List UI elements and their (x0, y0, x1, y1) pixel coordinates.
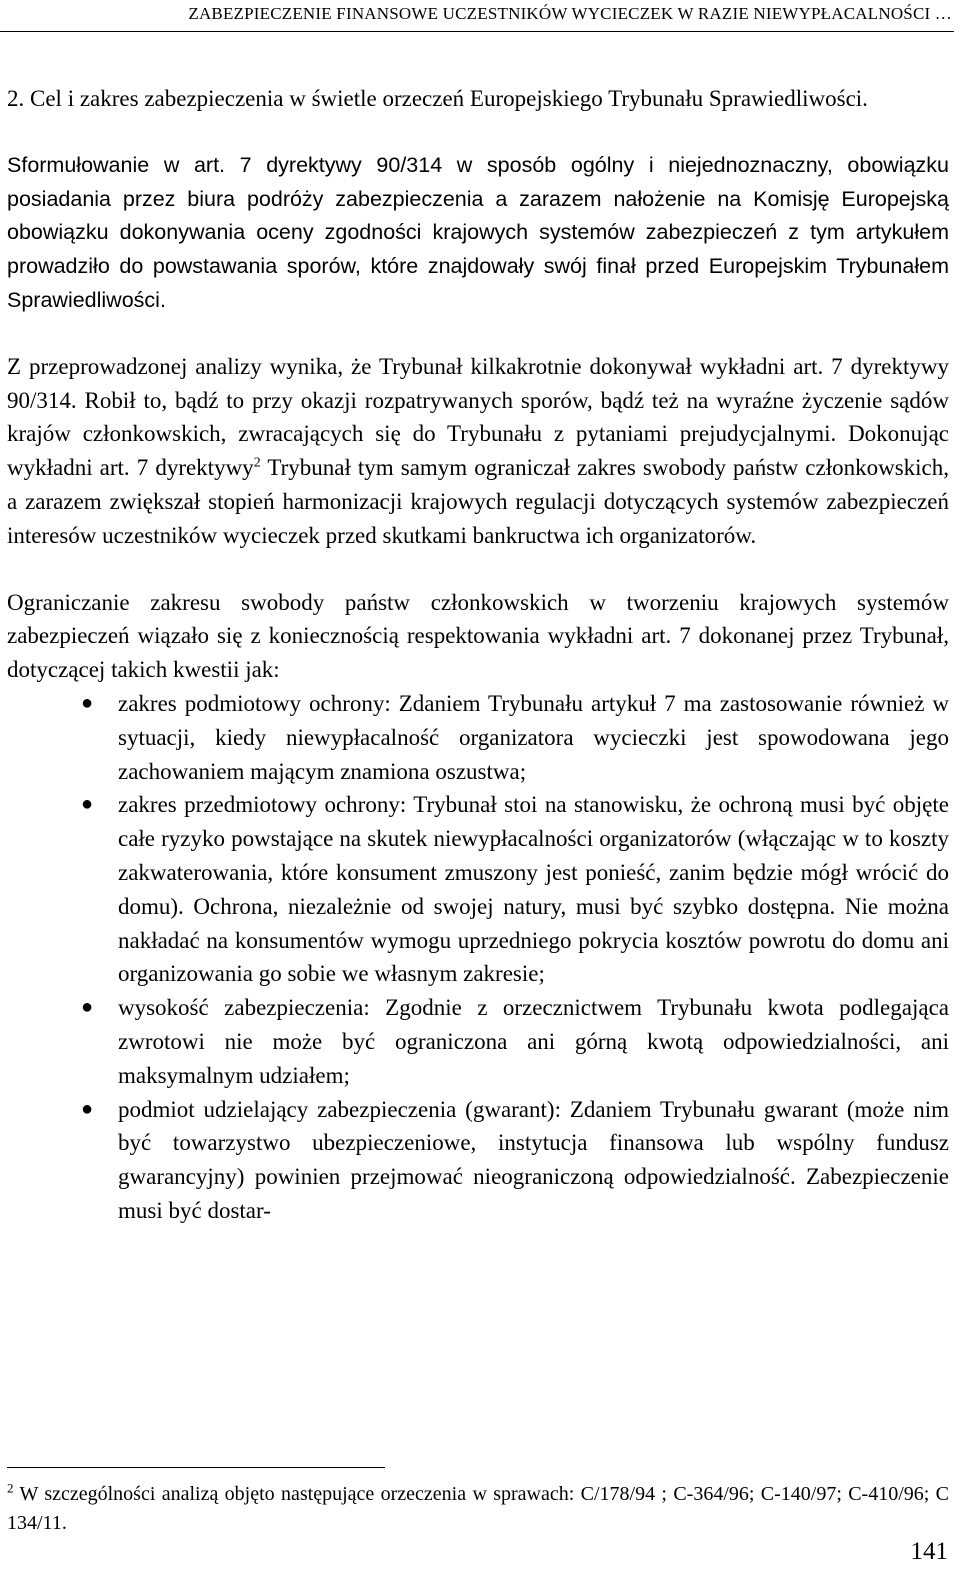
header-divider (0, 31, 954, 32)
list-item-text: zakres podmiotowy ochrony: Zdaniem Trybunału artykuł 7 ma zastosowanie również w sytuacji, kiedy niewypłacalność organizatora wycieczki jest spowodowana jego zachowaniem mającym znamiona oszustwa; (118, 690, 949, 784)
list-item (7, 788, 949, 991)
paragraph-2-part-2: Trybunał tym samym ograniczał zakres swobody państw członkowskich, a zarazem zwiększał stopień harmonizacji krajowych regulacji dotyczących systemów zabezpieczeń interesów uczestników wycieczek przed skutkami bankructwa ich organizatorów. (7, 455, 949, 548)
bullet-icon: ● (81, 793, 94, 816)
footnote (7, 1480, 949, 1538)
paragraph-2 (7, 350, 949, 553)
list-item-text: wysokość zabezpieczenia: Zgodnie z orzecznictwem Trybunału kwota podlegająca zwrotowi nie może być ograniczona ani górną kwotą odpowiedzialności, ani maksymalnym udziałem; (118, 995, 949, 1088)
bullet-icon: ● (81, 1097, 94, 1120)
paragraph-3: Ograniczanie zakresu swobody państw członkowskich w tworzeniu krajowych systemów zabezpieczeń wiązało się z koniecznością respektowania wykładni art. 7 dokonanej przez Trybunał, dotyczącej takich kwestii jak: (7, 589, 949, 683)
footnote-text: W szczególności analizą objęto następujące orzeczenia w sprawach: C/178/94 ; C-364/96; C-140/97; C-410/96; C 134/11. (7, 1483, 949, 1534)
bullet-icon: ● (81, 996, 94, 1019)
bullet-icon: ● (81, 691, 94, 714)
bullet-list (7, 687, 949, 1228)
footnote-reference[interactable]: 2 (253, 455, 261, 471)
list-item (7, 1093, 949, 1228)
page-number: 141 (910, 1538, 948, 1565)
paragraph-1: Sformułowanie w art. 7 dyrektywy 90/314 w sposób ogólny i niejednoznaczny, obowiązku posiadania przez biura podróży zabezpieczenia a zarazem nałożenie na Komisję Europejską obowiązku dokonywania oceny zgodności krajowych systemów zabezpieczeń z tym artykułem prowadziło do powstawania sporów, które znajdowały swój finał przed Europejskim Trybunałem Sprawiedliwości. (7, 152, 949, 312)
page-body (7, 82, 949, 1228)
section-heading: 2. Cel i zakres zabezpieczenia w świetle orzeczeń Europejskiego Trybunału Sprawiedliwości. (7, 86, 868, 111)
list-item-text: podmiot udzielający zabezpieczenia (gwarant): Zdaniem Trybunału gwarant (może nim być towarzystwo ubezpieczeniowe, instytucja finansowa lub wspólny fundusz gwarancyjny) powinien przejmować nieograniczoną odpowiedzialność. Zabezpieczenie musi być dostar- (118, 1096, 949, 1223)
footnote-divider (7, 1467, 385, 1468)
list-item (7, 687, 949, 788)
paragraph-2-part-1: Z przeprowadzonej analizy wynika, że Trybunał kilkakrotnie dokonywał wykładni art. 7 dyrektywy 90/314. Robił to, bądź to przy okazji rozpatrywanych sporów, bądź też na wyraźne życzenie sądów krajów członkowskich, zwracających się do Trybunału z pytaniami prejudycjalnymi. Dokonując wykładni art. 7 dyrektywy (7, 353, 949, 481)
list-item-text: zakres przedmiotowy ochrony: Trybunał stoi na stanowisku, że ochroną musi być objęte całe ryzyko powstające na skutek niewypłacalności organizatorów (włączając w to koszty zakwaterowania, które konsument zmuszony jest ponieść, zanim będzie mógł wrócić do domu). Ochrona, niezależnie od swojej natury, musi być szybko dostępna. Nie można nakładać na konsumentów wymogu uprzedniego pokrycia kosztów powrotu do domu ani organizowania go sobie we własnym zakresie; (118, 792, 949, 987)
running-header: ZABEZPIECZENIE FINANSOWE UCZESTNIKÓW WYCIECZEK W RAZIE NIEWYPŁACALNOŚCI … (188, 4, 952, 23)
footnote-number: 2 (7, 1480, 14, 1496)
list-item (7, 991, 949, 1092)
